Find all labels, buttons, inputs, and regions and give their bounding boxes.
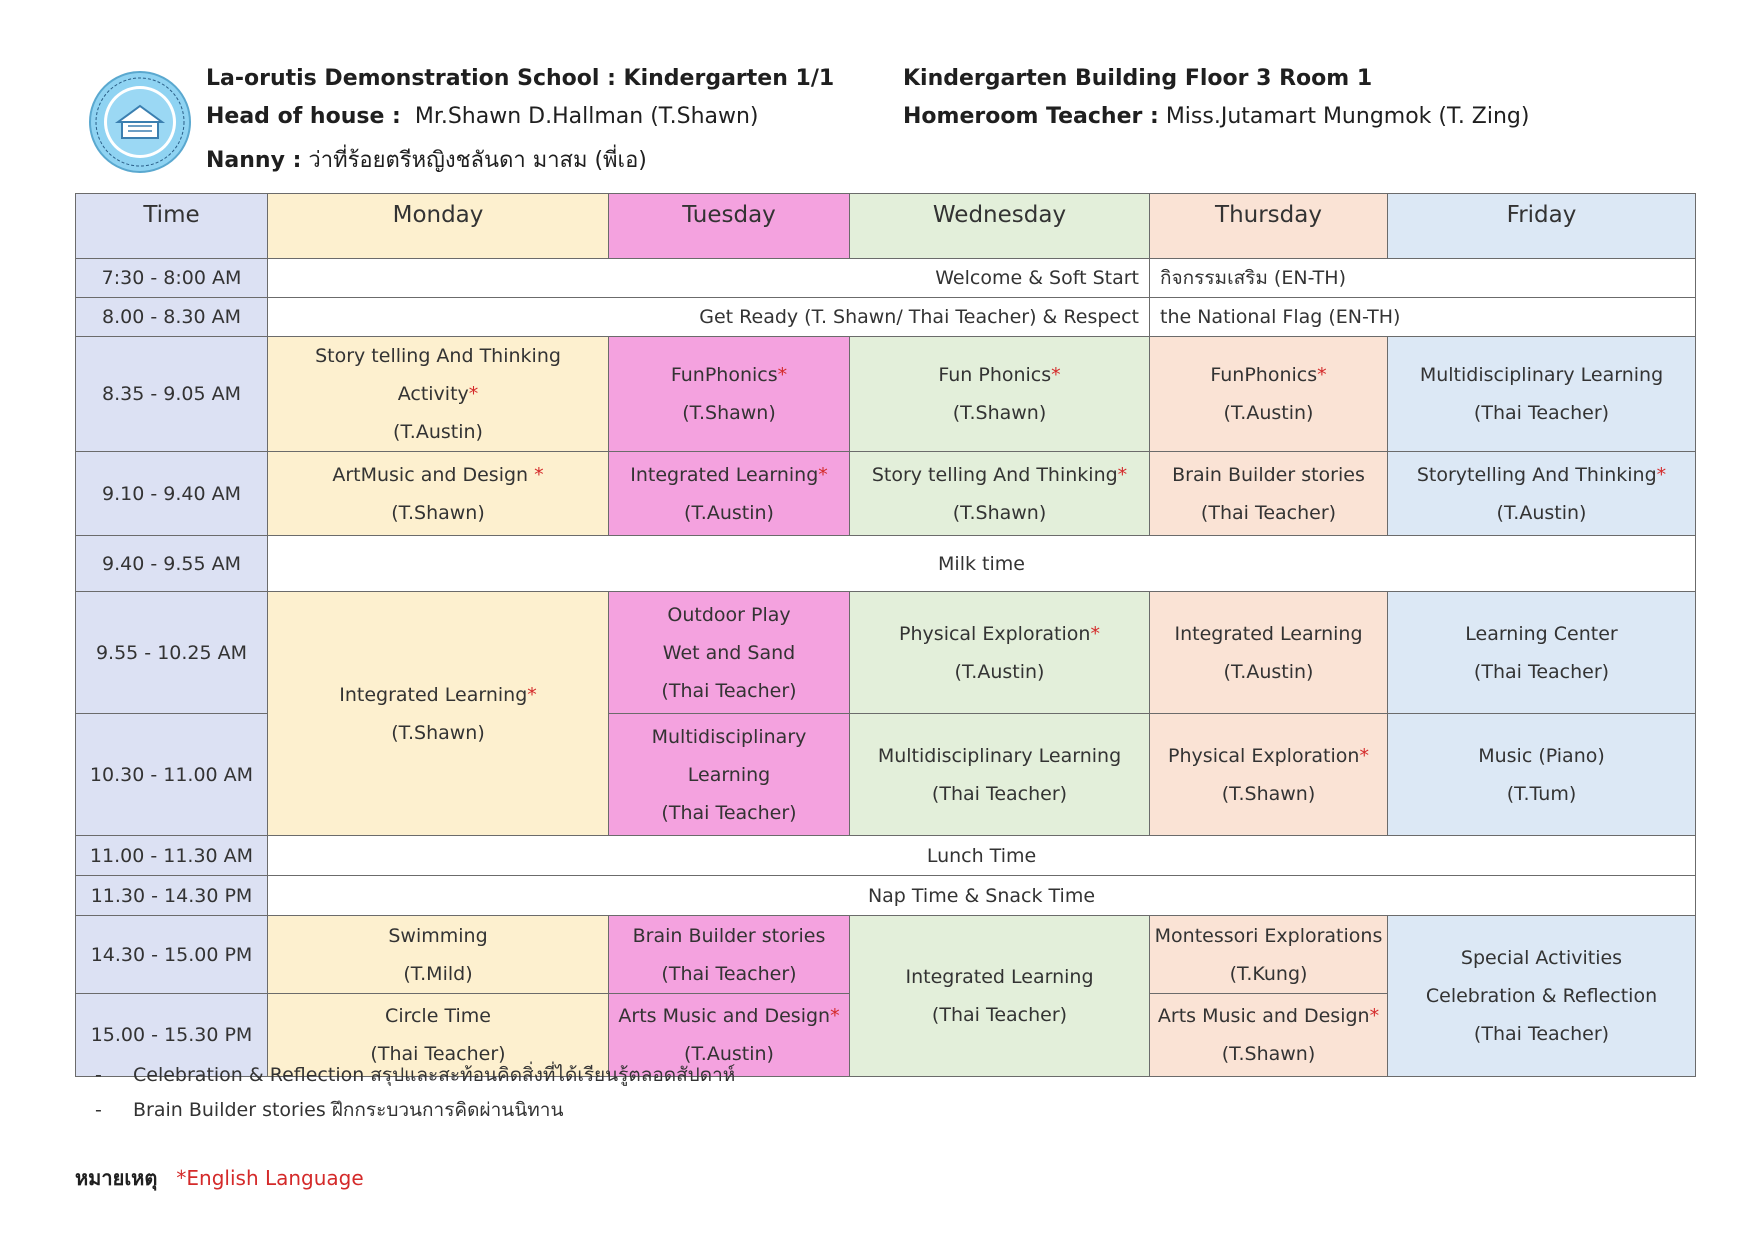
class-cell bbox=[609, 337, 850, 452]
class-teacher: (T.Shawn) bbox=[952, 402, 1047, 424]
class-title: Learning Center bbox=[1465, 622, 1618, 645]
building-label: Kindergarten Building Floor 3 Room 1 bbox=[903, 66, 1373, 91]
class-cell bbox=[1388, 916, 1696, 1077]
class-teacher: (Thai Teacher) bbox=[931, 782, 1068, 805]
class-cell bbox=[268, 337, 609, 452]
class-cell bbox=[609, 714, 850, 836]
homeroom-teacher bbox=[903, 104, 1529, 129]
class-cell bbox=[1150, 994, 1388, 1077]
class-cell bbox=[850, 714, 1150, 836]
class-title: ArtMusic and Design bbox=[332, 463, 535, 486]
class-cell bbox=[609, 916, 850, 994]
col-header-tuesday: Tuesday bbox=[609, 194, 850, 259]
english-marker: * bbox=[1656, 463, 1667, 486]
col-header-wednesday: Wednesday bbox=[850, 194, 1150, 259]
note-item bbox=[95, 1060, 735, 1090]
flag-cell: the National Flag (EN-TH) bbox=[1150, 298, 1696, 337]
class-cell bbox=[268, 916, 609, 994]
milk-time-cell: Milk time bbox=[268, 536, 1696, 592]
class-title: Physical Exploration bbox=[899, 622, 1091, 645]
note-dash: - bbox=[95, 1099, 102, 1121]
time-cell: 11.00 - 11.30 AM bbox=[76, 836, 268, 876]
table-row bbox=[76, 592, 1696, 714]
class-teacher: (Thai Teacher) bbox=[661, 801, 797, 824]
class-cell bbox=[1388, 592, 1696, 714]
class-teacher: (T.Austin) bbox=[1223, 660, 1314, 683]
time-cell: 9.55 - 10.25 AM bbox=[76, 592, 268, 714]
english-marker: * bbox=[830, 1005, 840, 1027]
get-ready-cell: Get Ready (T. Shawn/ Thai Teacher) & Respect bbox=[268, 298, 1150, 337]
building-info bbox=[903, 66, 1372, 91]
time-cell: 9.40 - 9.55 AM bbox=[76, 536, 268, 592]
class-title: Music (Piano) bbox=[1478, 744, 1605, 767]
class-teacher: (T.Shawn) bbox=[391, 721, 485, 744]
class-teacher: (T.Mild) bbox=[403, 962, 473, 985]
class-teacher: (T.Austin) bbox=[684, 501, 774, 524]
class-subtitle: Learning bbox=[687, 763, 771, 786]
class-title: Circle Time bbox=[385, 1005, 491, 1027]
class-teacher: (T.Shawn) bbox=[952, 501, 1047, 524]
note-text: Celebration & Reflection สรุปและสะท้อนคิดสิ่งที่ได้เรียนรู้ตลอดสัปดาห์ bbox=[133, 1064, 736, 1086]
table-row bbox=[76, 298, 1696, 337]
timetable bbox=[75, 193, 1696, 1077]
time-cell: 9.10 - 9.40 AM bbox=[76, 452, 268, 536]
head-label: Head of house : bbox=[206, 104, 401, 129]
table-row bbox=[76, 836, 1696, 876]
english-marker: * bbox=[777, 364, 788, 386]
col-header-thursday: Thursday bbox=[1150, 194, 1388, 259]
class-cell bbox=[609, 452, 850, 536]
class-teacher: (Thai Teacher) bbox=[370, 1043, 506, 1065]
class-title: Storytelling And Thinking bbox=[1416, 463, 1657, 486]
class-teacher: (Thai Teacher) bbox=[931, 1004, 1068, 1026]
time-cell: 7:30 - 8:00 AM bbox=[76, 259, 268, 298]
class-teacher: (T.Shawn) bbox=[1221, 1043, 1316, 1065]
class-cell bbox=[1150, 452, 1388, 536]
class-title: Fun Phonics bbox=[938, 364, 1052, 386]
english-marker: * bbox=[1369, 1005, 1380, 1027]
english-marker: * bbox=[1117, 463, 1128, 486]
extra-activity-cell: กิจกรรมเสริม (EN-TH) bbox=[1150, 259, 1696, 298]
class-teacher: (Thai Teacher) bbox=[1473, 1023, 1610, 1045]
lunch-time-cell: Lunch Time bbox=[268, 836, 1696, 876]
class-cell bbox=[268, 452, 609, 536]
class-subtitle: Wet and Sand bbox=[662, 641, 796, 664]
class-teacher: (T.Tum) bbox=[1506, 782, 1577, 805]
class-teacher: (Thai Teacher) bbox=[661, 679, 797, 702]
class-teacher: (T.Austin) bbox=[1223, 402, 1314, 424]
english-marker: * bbox=[1359, 744, 1369, 767]
class-title: Montessori Explorations bbox=[1154, 924, 1383, 947]
table-row bbox=[76, 259, 1696, 298]
class-teacher: (T.Austin) bbox=[684, 1043, 774, 1065]
nanny-label: Nanny : bbox=[206, 148, 302, 173]
class-cell bbox=[268, 592, 609, 836]
class-cell bbox=[1388, 452, 1696, 536]
class-teacher: (T.Austin) bbox=[954, 660, 1045, 683]
table-row bbox=[76, 916, 1696, 994]
class-cell bbox=[850, 337, 1150, 452]
col-header-friday: Friday bbox=[1388, 194, 1696, 259]
class-title: Arts Music and Design bbox=[1157, 1005, 1370, 1027]
class-teacher: (T.Austin) bbox=[393, 421, 483, 443]
class-title: Brain Builder stories bbox=[632, 924, 826, 947]
school-title bbox=[206, 66, 834, 91]
class-title: Integrated Learning bbox=[630, 463, 819, 486]
homeroom-value: Miss.Jutamart Mungmok (T. Zing) bbox=[1165, 104, 1530, 129]
table-row bbox=[76, 876, 1696, 916]
class-cell bbox=[1150, 714, 1388, 836]
nanny-value: ว่าที่ร้อยตรีหญิงชลันดา มาสม (พี่เอ) bbox=[308, 148, 647, 173]
class-title: Swimming bbox=[388, 924, 488, 947]
head-value: Mr.Shawn D.Hallman (T.Shawn) bbox=[414, 104, 759, 129]
col-header-time: Time bbox=[76, 194, 268, 259]
head-of-house bbox=[206, 104, 759, 129]
class-title: Multidisciplinary bbox=[651, 725, 807, 748]
class-title: Multidisciplinary Learning bbox=[877, 744, 1122, 767]
time-cell: 14.30 - 15.00 PM bbox=[76, 916, 268, 994]
class-title: FunPhonics bbox=[1210, 364, 1318, 386]
class-cell bbox=[609, 592, 850, 714]
english-marker: * bbox=[534, 463, 544, 486]
english-marker: * bbox=[527, 683, 537, 706]
nanny bbox=[206, 142, 647, 177]
class-title: Brain Builder stories bbox=[1172, 463, 1365, 486]
class-cell bbox=[1388, 337, 1696, 452]
school-label: La-orutis Demonstration School : Kindergarten 1/1 bbox=[206, 66, 835, 91]
class-teacher: (T.Austin) bbox=[1496, 501, 1587, 524]
class-teacher: (Thai Teacher) bbox=[1473, 402, 1610, 424]
homeroom-label: Homeroom Teacher : bbox=[903, 104, 1159, 129]
class-title: Integrated Learning bbox=[1174, 622, 1363, 645]
class-teacher: (T.Shawn) bbox=[682, 402, 776, 424]
note-item bbox=[95, 1095, 563, 1125]
class-title: Physical Exploration bbox=[1168, 744, 1360, 767]
class-cell bbox=[850, 452, 1150, 536]
class-cell bbox=[1150, 592, 1388, 714]
class-cell bbox=[1150, 916, 1388, 994]
header-row bbox=[76, 194, 1696, 259]
class-teacher: (Thai Teacher) bbox=[661, 962, 797, 985]
class-cell bbox=[850, 592, 1150, 714]
table-row bbox=[76, 337, 1696, 452]
table-row bbox=[76, 452, 1696, 536]
time-cell: 8.35 - 9.05 AM bbox=[76, 337, 268, 452]
class-cell bbox=[850, 916, 1150, 1077]
nap-time-cell: Nap Time & Snack Time bbox=[268, 876, 1696, 916]
remark-label: หมายเหตุ bbox=[75, 1166, 158, 1190]
class-cell bbox=[1388, 714, 1696, 836]
class-title: Special Activities bbox=[1460, 947, 1623, 969]
class-subtitle: Celebration & Reflection bbox=[1425, 985, 1658, 1007]
class-title: Arts Music and Design bbox=[618, 1005, 831, 1027]
time-cell: 15.00 - 15.30 PM bbox=[76, 994, 268, 1077]
class-teacher: (Thai Teacher) bbox=[1200, 501, 1337, 524]
welcome-cell: Welcome & Soft Start bbox=[268, 259, 1150, 298]
class-title: FunPhonics bbox=[670, 364, 778, 386]
class-title: Integrated Learning bbox=[339, 683, 528, 706]
note-dash: - bbox=[95, 1064, 102, 1086]
class-title: Integrated Learning bbox=[905, 966, 1094, 988]
class-teacher: (Thai Teacher) bbox=[1473, 660, 1610, 683]
english-marker: * bbox=[468, 383, 479, 405]
class-title: Story telling And Thinking bbox=[871, 463, 1118, 486]
remark-value: *English Language bbox=[176, 1166, 364, 1190]
class-title: Multidisciplinary Learning bbox=[1419, 364, 1664, 386]
time-cell: 10.30 - 11.00 AM bbox=[76, 714, 268, 836]
class-teacher: (T.Shawn) bbox=[1221, 782, 1316, 805]
english-marker: * bbox=[818, 463, 828, 486]
time-cell: 8.00 - 8.30 AM bbox=[76, 298, 268, 337]
col-header-monday: Monday bbox=[268, 194, 609, 259]
class-teacher: (T.Kung) bbox=[1229, 962, 1308, 985]
note-text: Brain Builder stories ฝึกกระบวนการคิดผ่านนิทาน bbox=[133, 1099, 564, 1121]
remark bbox=[75, 1162, 364, 1194]
english-marker: * bbox=[1051, 364, 1061, 386]
table-row bbox=[76, 536, 1696, 592]
class-teacher: (T.Shawn) bbox=[391, 501, 485, 524]
time-cell: 11.30 - 14.30 PM bbox=[76, 876, 268, 916]
school-logo bbox=[88, 70, 192, 174]
class-cell bbox=[1150, 337, 1388, 452]
english-marker: * bbox=[1317, 364, 1327, 386]
class-title: Outdoor Play bbox=[667, 603, 791, 626]
class-title: Story telling And Thinking Activity bbox=[315, 345, 561, 405]
english-marker: * bbox=[1090, 622, 1100, 645]
